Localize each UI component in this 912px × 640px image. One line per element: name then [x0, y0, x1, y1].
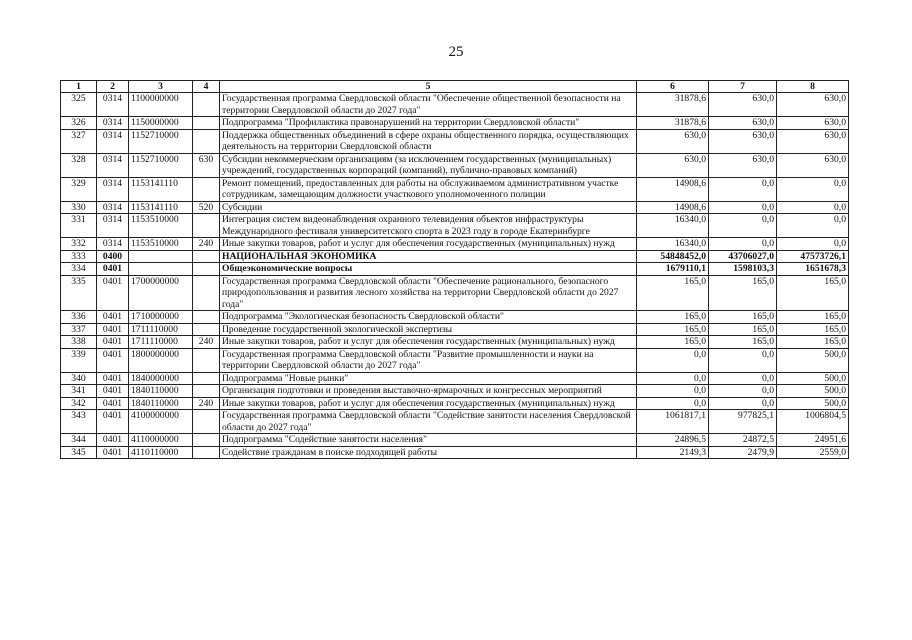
expense-type-cell — [193, 250, 220, 263]
amount-col-8-cell: 500,0 — [777, 348, 849, 372]
target-article-cell — [129, 263, 193, 276]
item-name-cell: Содействие гражданам в поиске подходящей работы — [220, 446, 637, 459]
item-name-cell: Поддержка общественных объединений в сфере охраны общественного порядка, осуществляющих деятельность на территории Свердловской области — [220, 129, 637, 153]
row-number-cell: 327 — [61, 129, 97, 153]
target-article-cell — [129, 250, 193, 263]
row-number-cell: 336 — [61, 311, 97, 324]
amount-col-8-cell: 0,0 — [777, 201, 849, 214]
amount-col-6-cell: 630,0 — [637, 153, 709, 177]
amount-col-7-cell: 630,0 — [709, 117, 777, 130]
table-row — [61, 153, 849, 177]
target-article-cell: 1700000000 — [129, 275, 193, 311]
item-name-cell: Интеграция систем видеонаблюдения охранного телевидения объектов инфраструктуры Международного фестиваля университетского спорта в 2023 году в городе Екатеринбурге — [220, 214, 637, 238]
expense-type-cell — [193, 446, 220, 459]
item-name-cell: Подпрограмма "Новые рынки" — [220, 372, 637, 385]
target-article-cell: 1840110000 — [129, 385, 193, 398]
section-code-cell: 0314 — [97, 214, 129, 238]
expense-type-cell: 240 — [193, 336, 220, 349]
item-name-cell: Иные закупки товаров, работ и услуг для обеспечения государственных (муниципальных) нужд — [220, 336, 637, 349]
table-row — [61, 323, 849, 336]
amount-col-8-cell: 0,0 — [777, 214, 849, 238]
section-code-cell: 0401 — [97, 348, 129, 372]
amount-col-8-cell: 1006804,5 — [777, 410, 849, 434]
amount-col-8-cell: 630,0 — [777, 153, 849, 177]
section-code-cell: 0401 — [97, 263, 129, 276]
amount-col-6-cell: 165,0 — [637, 311, 709, 324]
section-code-cell: 0314 — [97, 153, 129, 177]
expense-type-cell — [193, 410, 220, 434]
amount-col-7-cell: 0,0 — [709, 385, 777, 398]
amount-col-6-cell: 14908,6 — [637, 177, 709, 201]
expense-type-cell — [193, 348, 220, 372]
amount-col-6-cell: 54848452,0 — [637, 250, 709, 263]
amount-col-7-cell: 0,0 — [709, 348, 777, 372]
section-code-cell: 0401 — [97, 323, 129, 336]
amount-col-7-cell: 0,0 — [709, 238, 777, 251]
expense-type-cell — [193, 385, 220, 398]
expense-type-cell — [193, 434, 220, 447]
row-number-cell: 330 — [61, 201, 97, 214]
expense-type-cell — [193, 372, 220, 385]
amount-col-7-cell: 0,0 — [709, 214, 777, 238]
amount-col-8-cell: 165,0 — [777, 311, 849, 324]
amount-col-8-cell: 165,0 — [777, 275, 849, 311]
row-number-cell: 342 — [61, 397, 97, 410]
amount-col-6-cell: 0,0 — [637, 372, 709, 385]
item-name-cell: Ремонт помещений, предоставленных для работы на обслуживаемом административном участке сотрудникам, замещающим должности участкового уполномоченного полиции — [220, 177, 637, 201]
item-name-cell: Общеэкономические вопросы — [220, 263, 637, 276]
target-article-cell: 1153510000 — [129, 238, 193, 251]
table-row — [61, 336, 849, 349]
table-row — [61, 238, 849, 251]
section-code-cell: 0401 — [97, 410, 129, 434]
amount-col-8-cell: 0,0 — [777, 238, 849, 251]
table-row — [61, 372, 849, 385]
table-row — [61, 250, 849, 263]
row-number-cell: 338 — [61, 336, 97, 349]
amount-col-6-cell: 165,0 — [637, 323, 709, 336]
amount-col-6-cell: 165,0 — [637, 336, 709, 349]
amount-col-6-cell: 31878,6 — [637, 93, 709, 117]
amount-col-6-cell: 0,0 — [637, 348, 709, 372]
amount-col-6-cell: 24896,5 — [637, 434, 709, 447]
amount-col-7-cell: 630,0 — [709, 153, 777, 177]
table-row — [61, 348, 849, 372]
amount-col-8-cell: 500,0 — [777, 397, 849, 410]
expense-type-cell — [193, 177, 220, 201]
header-col-5: 5 — [220, 81, 637, 93]
expense-type-cell: 630 — [193, 153, 220, 177]
section-code-cell: 0314 — [97, 117, 129, 130]
item-name-cell: Иные закупки товаров, работ и услуг для обеспечения государственных (муниципальных) нужд — [220, 397, 637, 410]
amount-col-8-cell: 0,0 — [777, 177, 849, 201]
target-article-cell: 1152710000 — [129, 153, 193, 177]
amount-col-8-cell: 630,0 — [777, 129, 849, 153]
row-number-cell: 325 — [61, 93, 97, 117]
expense-type-cell: 240 — [193, 397, 220, 410]
row-number-cell: 345 — [61, 446, 97, 459]
expense-type-cell: 240 — [193, 238, 220, 251]
amount-col-6-cell: 31878,6 — [637, 117, 709, 130]
item-name-cell: Субсидии некоммерческим организациям (за исключением государственных (муниципальных) учреждений, государственных корпораций (компаний), публично-правовых компаний) — [220, 153, 637, 177]
table-row — [61, 117, 849, 130]
target-article-cell: 1153141110 — [129, 201, 193, 214]
amount-col-8-cell: 1651678,3 — [777, 263, 849, 276]
amount-col-7-cell: 165,0 — [709, 311, 777, 324]
amount-col-7-cell: 630,0 — [709, 129, 777, 153]
amount-col-7-cell: 977825,1 — [709, 410, 777, 434]
row-number-cell: 331 — [61, 214, 97, 238]
table-row — [61, 263, 849, 276]
expense-type-cell — [193, 275, 220, 311]
row-number-cell: 341 — [61, 385, 97, 398]
amount-col-8-cell: 2559,0 — [777, 446, 849, 459]
amount-col-6-cell: 14908,6 — [637, 201, 709, 214]
amount-col-6-cell: 0,0 — [637, 397, 709, 410]
item-name-cell: Государственная программа Свердловской области "Обеспечение общественной безопасности на территории Свердловской области до 2027 года" — [220, 93, 637, 117]
table-row — [61, 434, 849, 447]
target-article-cell: 1153141110 — [129, 177, 193, 201]
amount-col-7-cell: 630,0 — [709, 93, 777, 117]
amount-col-7-cell: 165,0 — [709, 323, 777, 336]
item-name-cell: Государственная программа Свердловской области "Развитие промышленности и науки на территории Свердловской области до 2027 года" — [220, 348, 637, 372]
expense-type-cell — [193, 263, 220, 276]
section-code-cell: 0401 — [97, 372, 129, 385]
amount-col-7-cell: 0,0 — [709, 372, 777, 385]
amount-col-7-cell: 43706027,0 — [709, 250, 777, 263]
table-row — [61, 275, 849, 311]
amount-col-7-cell: 165,0 — [709, 275, 777, 311]
section-code-cell: 0401 — [97, 397, 129, 410]
expense-type-cell — [193, 129, 220, 153]
table-row — [61, 93, 849, 117]
amount-col-6-cell: 2149,3 — [637, 446, 709, 459]
row-number-cell: 329 — [61, 177, 97, 201]
target-article-cell: 1710000000 — [129, 311, 193, 324]
table-row — [61, 311, 849, 324]
item-name-cell: Подпрограмма "Экологическая безопасность Свердловской области" — [220, 311, 637, 324]
item-name-cell: Проведение государственной экологической экспертизы — [220, 323, 637, 336]
page-number: 25 — [448, 44, 464, 60]
expense-type-cell — [193, 214, 220, 238]
target-article-cell: 1840000000 — [129, 372, 193, 385]
section-code-cell: 0401 — [97, 385, 129, 398]
row-number-cell: 340 — [61, 372, 97, 385]
target-article-cell: 1840110000 — [129, 397, 193, 410]
section-code-cell: 0401 — [97, 275, 129, 311]
amount-col-8-cell: 630,0 — [777, 93, 849, 117]
amount-col-8-cell: 630,0 — [777, 117, 849, 130]
amount-col-6-cell: 1061817,1 — [637, 410, 709, 434]
section-code-cell: 0401 — [97, 311, 129, 324]
target-article-cell: 4110110000 — [129, 446, 193, 459]
section-code-cell: 0314 — [97, 201, 129, 214]
table-row — [61, 410, 849, 434]
section-code-cell: 0401 — [97, 446, 129, 459]
header-col-1: 1 — [61, 81, 97, 93]
header-col-2: 2 — [97, 81, 129, 93]
amount-col-6-cell: 0,0 — [637, 385, 709, 398]
row-number-cell: 332 — [61, 238, 97, 251]
row-number-cell: 333 — [61, 250, 97, 263]
header-col-7: 7 — [709, 81, 777, 93]
item-name-cell: Государственная программа Свердловской области "Обеспечение рационального, безопасного природопользования и развития лесного хозяйства на территории Свердловской области до 2027 года" — [220, 275, 637, 311]
target-article-cell: 1152710000 — [129, 129, 193, 153]
amount-col-6-cell: 1679110,1 — [637, 263, 709, 276]
target-article-cell: 4110000000 — [129, 434, 193, 447]
row-number-cell: 328 — [61, 153, 97, 177]
section-code-cell: 0314 — [97, 129, 129, 153]
amount-col-7-cell: 0,0 — [709, 201, 777, 214]
header-col-6: 6 — [637, 81, 709, 93]
expense-type-cell — [193, 93, 220, 117]
table-row — [61, 201, 849, 214]
target-article-cell: 4100000000 — [129, 410, 193, 434]
table-row — [61, 446, 849, 459]
amount-col-8-cell: 165,0 — [777, 323, 849, 336]
amount-col-7-cell: 165,0 — [709, 336, 777, 349]
budget-table — [60, 80, 849, 459]
item-name-cell: Иные закупки товаров, работ и услуг для обеспечения государственных (муниципальных) нужд — [220, 238, 637, 251]
expense-type-cell — [193, 117, 220, 130]
target-article-cell: 1711110000 — [129, 336, 193, 349]
amount-col-6-cell: 16340,0 — [637, 238, 709, 251]
target-article-cell: 1711110000 — [129, 323, 193, 336]
item-name-cell: НАЦИОНАЛЬНАЯ ЭКОНОМИКА — [220, 250, 637, 263]
row-number-cell: 335 — [61, 275, 97, 311]
row-number-cell: 337 — [61, 323, 97, 336]
row-number-cell: 344 — [61, 434, 97, 447]
amount-col-8-cell: 500,0 — [777, 385, 849, 398]
amount-col-7-cell: 1598103,3 — [709, 263, 777, 276]
header-col-4: 4 — [193, 81, 220, 93]
amount-col-7-cell: 0,0 — [709, 177, 777, 201]
amount-col-6-cell: 165,0 — [637, 275, 709, 311]
amount-col-7-cell: 2479,9 — [709, 446, 777, 459]
expense-type-cell — [193, 311, 220, 324]
section-code-cell: 0314 — [97, 238, 129, 251]
table-row — [61, 385, 849, 398]
table-row — [61, 397, 849, 410]
header-col-3: 3 — [129, 81, 193, 93]
item-name-cell: Подпрограмма "Содействие занятости населения" — [220, 434, 637, 447]
amount-col-7-cell: 0,0 — [709, 397, 777, 410]
target-article-cell: 1800000000 — [129, 348, 193, 372]
row-number-cell: 326 — [61, 117, 97, 130]
table-row — [61, 214, 849, 238]
section-code-cell: 0314 — [97, 177, 129, 201]
item-name-cell: Государственная программа Свердловской области "Содействие занятости населения Свердловской области до 2027 года" — [220, 410, 637, 434]
table-row — [61, 129, 849, 153]
item-name-cell: Подпрограмма "Профилактика правонарушений на территории Свердловской области" — [220, 117, 637, 130]
amount-col-6-cell: 16340,0 — [637, 214, 709, 238]
row-number-cell: 339 — [61, 348, 97, 372]
target-article-cell: 1100000000 — [129, 93, 193, 117]
table-body — [61, 93, 849, 459]
section-code-cell: 0401 — [97, 336, 129, 349]
amount-col-8-cell: 500,0 — [777, 372, 849, 385]
row-number-cell: 334 — [61, 263, 97, 276]
table-header-row — [61, 81, 849, 93]
amount-col-7-cell: 24872,5 — [709, 434, 777, 447]
target-article-cell: 1153510000 — [129, 214, 193, 238]
row-number-cell: 343 — [61, 410, 97, 434]
header-col-8: 8 — [777, 81, 849, 93]
section-code-cell: 0401 — [97, 434, 129, 447]
expense-type-cell: 520 — [193, 201, 220, 214]
item-name-cell: Организация подготовки и проведения выставочно-ярмарочных и конгрессных мероприятий — [220, 385, 637, 398]
amount-col-8-cell: 24951,6 — [777, 434, 849, 447]
amount-col-6-cell: 630,0 — [637, 129, 709, 153]
section-code-cell: 0400 — [97, 250, 129, 263]
table-row — [61, 177, 849, 201]
amount-col-8-cell: 47573726,1 — [777, 250, 849, 263]
item-name-cell: Субсидии — [220, 201, 637, 214]
target-article-cell: 1150000000 — [129, 117, 193, 130]
amount-col-8-cell: 165,0 — [777, 336, 849, 349]
section-code-cell: 0314 — [97, 93, 129, 117]
expense-type-cell — [193, 323, 220, 336]
